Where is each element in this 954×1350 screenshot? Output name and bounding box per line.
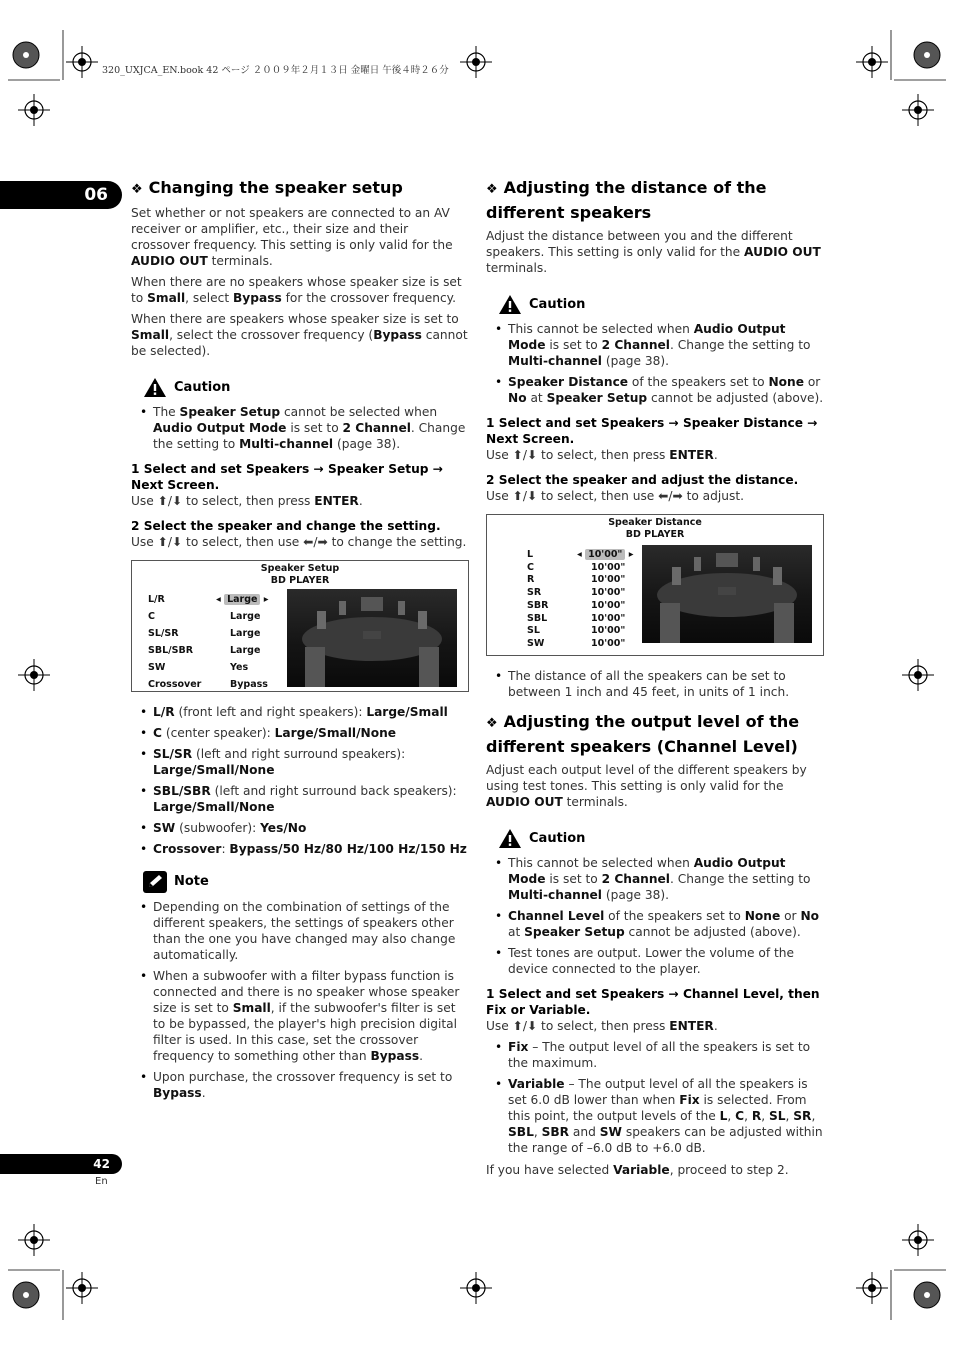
- setting-value: Bypass: [230, 679, 268, 690]
- setting-value: Large: [230, 645, 261, 656]
- speaker-distance-screen: [486, 514, 824, 656]
- setting-value: 10'00": [591, 612, 626, 624]
- list-item: • When a subwoofer with a filter bypass function is connected and there is no speaker whose speaker size is set to Small, if the subwoofer's filter is set to be bypassed, the player's high precision digital filter is used. In this case, set the crossover frequency to something other than Bypass.: [153, 968, 469, 1064]
- list-item: • L/R (front left and right speakers): Large/Small: [153, 704, 469, 720]
- arrow-right-icon[interactable]: ▸: [625, 549, 634, 560]
- list-item: • Variable – The output level of all the speakers is set 6.0 dB lower than when Fix is selected. From this point, the output levels of the L, C, R, SL, SR, SBL, SBR and SW speakers can be adjusted within the range of –6.0 dB to +6.0 dB.: [508, 1076, 824, 1156]
- paragraph: If you have selected Variable, proceed to step 2.: [486, 1163, 789, 1177]
- paragraph: Adjust each output level of the different speakers by using test tones. This setting is only valid for the AUDIO OUT terminals.: [486, 763, 807, 809]
- list-item: • Crossover: Bypass/50 Hz/80 Hz/100 Hz/150 Hz: [153, 841, 469, 857]
- step-title: 2 Select the speaker and adjust the distance.: [486, 473, 799, 487]
- speaker-room-illustration: [287, 589, 457, 687]
- section-title-speaker-distance: ❖ Adjusting the distance of the different speakers: [486, 178, 767, 222]
- option-list: [131, 704, 469, 857]
- list-item: • SL/SR (left and right surround speakers): Large/Small/None: [153, 746, 469, 778]
- diamond-icon: ❖: [486, 182, 498, 197]
- chapter-tab: 06: [0, 181, 122, 209]
- note-heading: Note: [143, 871, 469, 893]
- caution-heading: Caution: [143, 377, 469, 398]
- speaker-setup-screen: [131, 560, 469, 692]
- screen-title: Speaker Setup: [260, 563, 340, 574]
- step-title: 1 Select and set Speakers → Speaker Distance → Next Screen.: [486, 416, 818, 446]
- list-item: • SW (subwoofer): Yes/No: [153, 820, 469, 836]
- speaker-room-illustration: [642, 545, 812, 643]
- caution-list: [486, 321, 824, 406]
- paragraph: When there are no speakers whose speaker size is set to Small, select Bypass for the crossover frequency.: [131, 275, 462, 305]
- setting-value: 10'00": [591, 625, 626, 637]
- setting-value: 10'00": [591, 561, 626, 573]
- step-text: Use ⬆/⬇ to select, then press ENTER.: [486, 448, 718, 462]
- setting-label: C: [527, 561, 534, 573]
- setting-label: SW: [527, 637, 545, 649]
- arrow-left-icon[interactable]: ◂: [577, 549, 586, 560]
- setting-value: Yes: [230, 662, 249, 673]
- warning-icon: [498, 294, 522, 315]
- step-title: 2 Select the speaker and change the setting.: [131, 519, 441, 533]
- setting-value: 10'00": [591, 587, 626, 599]
- step-title: 1 Select and set Speakers → Speaker Setup → Next Screen.: [131, 462, 443, 492]
- paragraph: Adjust the distance between you and the different speakers. This setting is only valid for the AUDIO OUT terminals.: [486, 229, 821, 275]
- setting-label: L/R: [148, 594, 165, 605]
- arrow-right-icon[interactable]: ▸: [260, 594, 269, 605]
- diamond-icon: ❖: [131, 182, 143, 197]
- setting-value[interactable]: ◂ 10'00" ▸: [577, 549, 634, 560]
- page-number: 42: [0, 1154, 122, 1174]
- distance-note-list: [486, 668, 824, 700]
- paragraph: Set whether or not speakers are connected to an AV receiver or amplifier, etc., their size and their crossover frequency. This setting is only valid for the AUDIO OUT terminals.: [131, 206, 453, 268]
- setting-value[interactable]: ◂ Large ▸: [216, 594, 269, 605]
- section-title-channel-level: ❖ Adjusting the output level of the different speakers (Channel Level): [486, 712, 800, 756]
- paragraph: When there are speakers whose speaker size is set to Small, select the crossover frequency (Bypass cannot be selected).: [131, 312, 468, 358]
- step-text: Use ⬆/⬇ to select, then press ENTER.: [486, 1019, 718, 1033]
- pencil-note-icon: [143, 871, 167, 893]
- list-item: • The distance of all the speakers can be set to between 1 inch and 45 feet, in units of 1 inch.: [508, 668, 824, 700]
- list-item: • Depending on the combination of settings of the different speakers, the settings of speakers other than the one you have changed may also change automatically.: [153, 899, 469, 963]
- diamond-icon: ❖: [486, 716, 498, 731]
- setting-label: SL/SR: [148, 628, 179, 639]
- setting-value: 10'00": [591, 637, 626, 649]
- step-text: Use ⬆/⬇ to select, then use ⬅/➡ to change the setting.: [131, 535, 467, 549]
- screen-subtitle: BD PLAYER: [625, 529, 685, 540]
- setting-label: SR: [527, 587, 542, 599]
- setting-label: L: [527, 549, 534, 560]
- speaker-room-image: [642, 545, 812, 643]
- setting-label: SBL: [527, 612, 548, 624]
- setting-value: Large: [230, 611, 261, 622]
- list-item: • Upon purchase, the crossover frequency is set to Bypass.: [153, 1069, 469, 1101]
- warning-icon: [498, 828, 522, 849]
- list-item: • This cannot be selected when Audio Output Mode is set to 2 Channel. Change the setting to Multi-channel (page 38).: [508, 321, 824, 369]
- setting-label: R: [527, 574, 535, 586]
- left-column: [131, 176, 469, 1107]
- section-title-speaker-setup: ❖ Changing the speaker setup: [131, 178, 403, 197]
- setting-label: C: [148, 611, 155, 622]
- caution-list: [486, 855, 824, 977]
- list-item: • Fix – The output level of all the speakers is set to the maximum.: [508, 1039, 824, 1071]
- setting-label: SBL/SBR: [148, 645, 194, 656]
- step-text: Use ⬆/⬇ to select, then press ENTER.: [131, 494, 363, 508]
- caution-heading: Caution: [498, 828, 824, 849]
- setting-label: Crossover: [148, 679, 202, 690]
- setting-label: SW: [148, 662, 166, 673]
- list-item: • Speaker Distance of the speakers set to None or No at Speaker Setup cannot be adjusted (above).: [508, 374, 824, 406]
- step-title: 1 Select and set Speakers → Channel Level, then Fix or Variable.: [486, 987, 820, 1017]
- setting-label: SBR: [527, 599, 549, 611]
- list-item: • Test tones are output. Lower the volume of the device connected to the player.: [508, 945, 824, 977]
- print-header: 320_UXJCA_EN.book 42 ページ ２００９年２月１３日 金曜日 午後４時２６分: [102, 65, 449, 76]
- caution-list: [131, 404, 469, 452]
- warning-icon: [143, 377, 167, 398]
- list-item: • The Speaker Setup cannot be selected when Audio Output Mode is set to 2 Channel. Change the setting to Multi-channel (page 38).: [153, 404, 469, 452]
- list-item: • C (center speaker): Large/Small/None: [153, 725, 469, 741]
- caution-heading: Caution: [498, 294, 824, 315]
- right-column: [486, 176, 824, 1183]
- note-list: [131, 899, 469, 1101]
- setting-value: 10'00": [591, 574, 626, 586]
- page-lang: En: [95, 1176, 108, 1187]
- setting-label: SL: [527, 625, 540, 637]
- screen-title: Speaker Distance: [608, 517, 702, 528]
- level-option-list: [486, 1039, 824, 1156]
- speaker-room-image: [287, 589, 457, 687]
- step-text: Use ⬆/⬇ to select, then use ⬅/➡ to adjust.: [486, 489, 744, 503]
- setting-value: Large: [230, 628, 261, 639]
- arrow-left-icon[interactable]: ◂: [216, 594, 225, 605]
- setting-value: 10'00": [591, 599, 626, 611]
- screen-subtitle: BD PLAYER: [270, 575, 330, 586]
- list-item: • This cannot be selected when Audio Output Mode is set to 2 Channel. Change the setting to Multi-channel (page 38).: [508, 855, 824, 903]
- list-item: • SBL/SBR (left and right surround back speakers): Large/Small/None: [153, 783, 469, 815]
- list-item: • Channel Level of the speakers set to None or No at Speaker Setup cannot be adjusted (above).: [508, 908, 824, 940]
